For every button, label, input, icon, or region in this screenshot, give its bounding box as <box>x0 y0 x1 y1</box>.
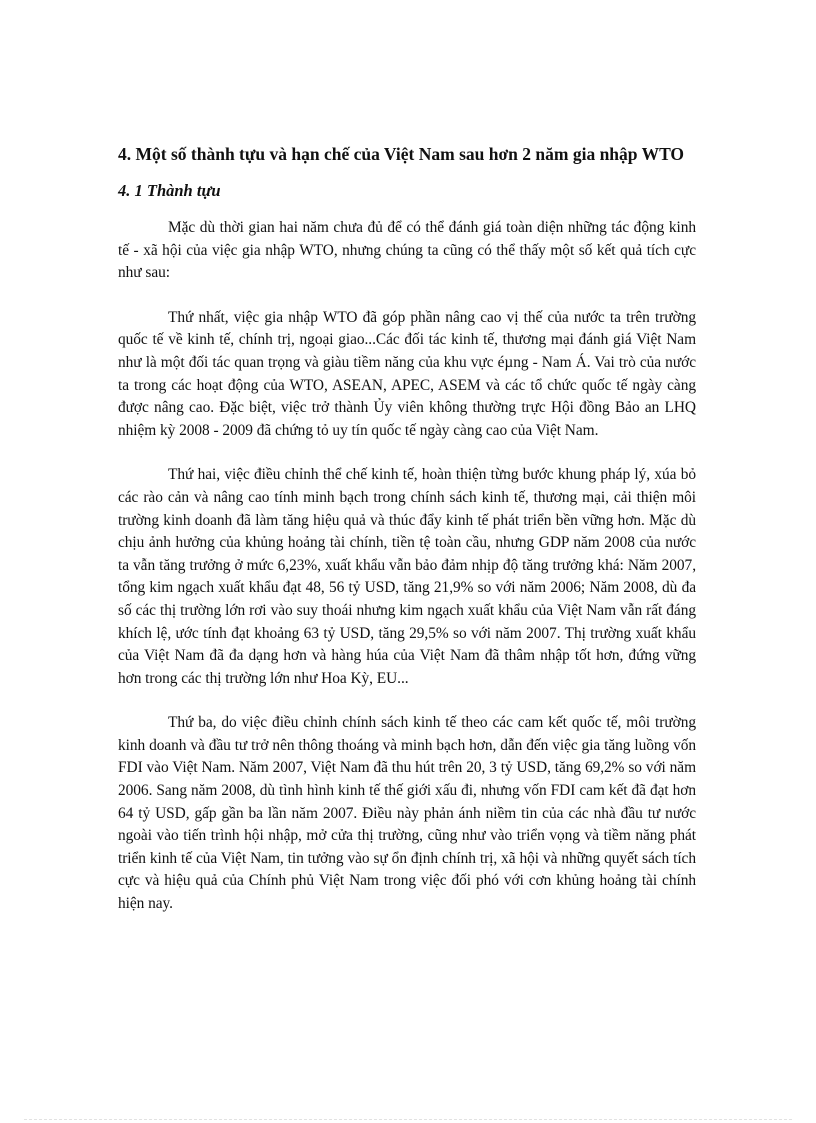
paragraph-second-achievement: Thứ hai, việc điều chỉnh thể chế kinh tế, hoàn thiện từng bước khung pháp lý, xúa bỏ các rào cản và nâng cao tính minh bạch trong chính sách kinh tế, thương mại, cải thiện môi trường kinh doanh đã làm tăng hiệu quả và thúc đẩy kinh tế phát triển bền vững hơn. Mặc dù chịu ảnh hưởng của khủng hoảng tài chính, tiền tệ toàn cầu, nhưng GDP năm 2008 của nước ta vẫn tăng trưởng ở mức 6,23%, xuất khẩu vẫn bảo đảm nhịp độ tăng trưởng khá: Năm 2007, tổng kim ngạch xuất khẩu đạt 48, 56 tỷ USD, tăng 21,9% so với năm 2006; Năm 2008, dù đa số các thị trường lớn rơi vào suy thoái nhưng kim ngạch xuất khẩu của Việt Nam vẫn rất đáng khích lệ, ước tính đạt khoảng 63 tỷ USD, tăng 29,5% so với năm 2007. Thị trường xuất khẩu của Việt Nam đã đa dạng hơn và hàng húa của Việt Nam đã thâm nhập tốt hơn, đứng vững hơn trong các thị trường lớn như Hoa Kỳ, EU... <box>118 466 696 687</box>
section-heading: 4. Một số thành tựu và hạn chế của Việt Nam sau hơn 2 năm gia nhập WTO <box>118 144 685 164</box>
paragraph-first-achievement: Thứ nhất, việc gia nhập WTO đã góp phần nâng cao vị thế của nước ta trên trường quốc tế về kinh tế, chính trị, ngoại giao...Các đối tác kinh tế, thương mại đánh giá Việt Nam như là một đối tác quan trọng và giàu tiềm năng của khu vực éµng - Nam Á. Vai trò của nước ta trong các hoạt động của WTO, ASEAN, APEC, ASEM và các tổ chức quốc tế ngày càng được nâng cao. Đặc biệt, việc trở thành Ủy viên không thường trực Hội đồng Bảo an LHQ nhiệm kỳ 2008 - 2009 đã chứng tỏ uy tín quốc tế ngày càng cao của Việt Nam. <box>118 308 696 439</box>
document-body <box>118 142 696 938</box>
paragraph-third-achievement: Thứ ba, do việc điều chỉnh chính sách kinh tế theo các cam kết quốc tế, môi trường kinh doanh và đầu tư trở nên thông thoáng và minh bạch hơn, dẫn đến việc gia tăng luồng vốn FDI vào Việt Nam. Năm 2007, Việt Nam đã thu hút trên 20, 3 tỷ USD, tăng 69,2% so với năm 2006. Sang năm 2008, dù tình hình kinh tế thế giới xấu đi, nhưng vốn FDI cam kết đã đạt hơn 64 tỷ USD, gấp gần ba lần năm 2007. Điều này phản ánh niềm tin của các nhà đầu tư nước ngoài vào tiến trình hội nhập, mở cửa thị trường, cũng như vào triển vọng và tiềm năng phát triển kinh tế của Việt Nam, tin tưởng vào sự ổn định chính trị, xã hội và những quyết sách tích cực và hiệu quả của Chính phủ Việt Nam trong việc đối phó với cơn khủng hoảng tài chính hiện nay. <box>118 714 696 913</box>
page-bottom-divider <box>24 1119 792 1120</box>
subsection-heading: 4. 1 Thành tựu <box>118 181 221 200</box>
paragraph-intro: Mặc dù thời gian hai năm chưa đủ để có thể đánh giá toàn diện những tác động kinh tế - xã hội của việc gia nhập WTO, nhưng chúng ta cũng có thể thấy một số kết quả tích cực như sau: <box>118 219 696 282</box>
